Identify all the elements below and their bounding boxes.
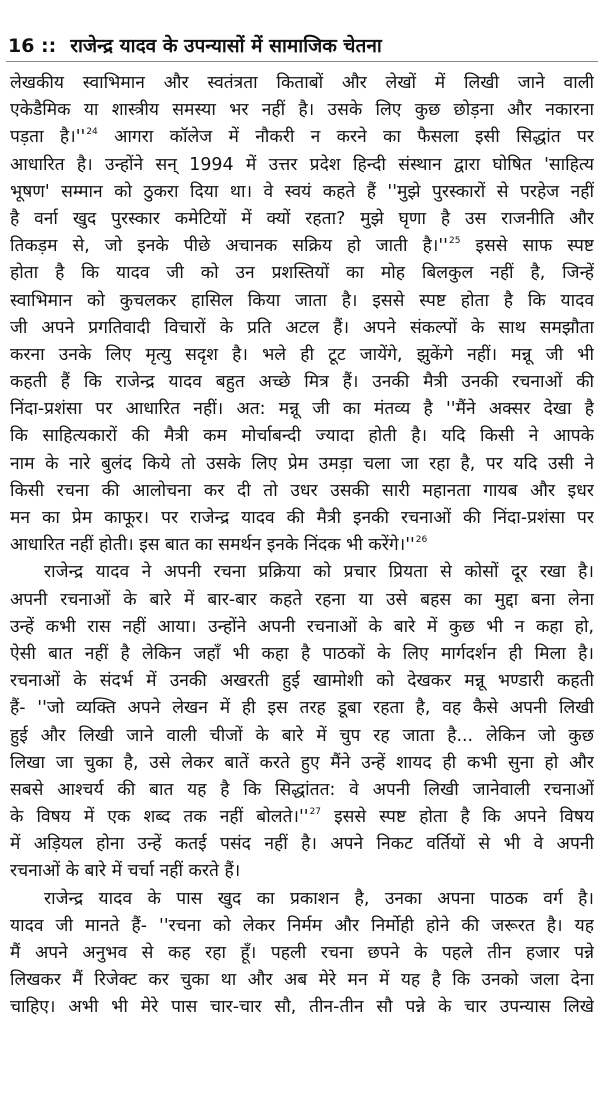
text-line-17: मन का प्रेम काफूर। पर राजेन्द्र यादव की मैत्री इनकी रचनाओं की निंदा-प्रशंसा पर [10, 508, 594, 528]
text-line-12: कहती हैं कि राजेन्द्र यादव बहुत अच्छे मित्र हैं। उनकी मैत्री उनकी रचनाओं की [10, 372, 594, 393]
line-28-start: के विषय में एक शब्द तक नहीं बोलते।'' [10, 807, 309, 828]
line-3-rest: आगरा कॉलेज में नौकरी न करने का फैसला इसी सिद्धांत पर [114, 127, 594, 148]
text-line-16: किसी रचना की आलोचना कर दी तो उधर उसकी सारी महानता गायब और इधर [10, 480, 594, 501]
header-divider [6, 61, 598, 62]
line-7-start: तिकड़म से, जो इनके पीछे अचानक सक्रिय हो जाती है।'' [10, 236, 448, 257]
line-7-rest: इससे साफ स्पष्ट [475, 236, 594, 257]
line-3-start: पड़ता है।'' [10, 127, 86, 148]
page-header [8, 28, 598, 58]
body-text [10, 70, 594, 1022]
text-line-9: स्वाभिमान को कुचलकर हासिल किया जाता है। इससे स्पष्ट होता है कि यादव [10, 290, 594, 311]
footnote-ref-24: 24 [86, 127, 98, 138]
text-line-14: कि साहित्यकारों की मैत्री कम मोर्चाबन्दी ज्यादा होती है। यदि किसी ने आपके [10, 426, 594, 447]
text-line-20: अपनी रचनाओं के बारे में बार-बार कहते रहना या उसे बहस का मुद्दा बना लेना [10, 589, 594, 610]
text-line-10: जी अपने प्रगतिवादी विचारों के प्रति अटल हैं। अपने संकल्पों के साथ समझौता [10, 317, 594, 338]
text-line-30: रचनाओं के बारे में चर्चा नहीं करते हैं। [10, 861, 241, 882]
text-line-29: में अड़ियल होना उन्हें कतई पसंद नहीं है। अपने निकट वर्तियों से भी वे अपनी [10, 834, 594, 855]
text-line-6: है वर्ना खुद पुरस्कार कमेटियों में क्यों रहता? मुझे घृणा है उस राजनीति और [10, 208, 594, 229]
text-line-35: चाहिए। अभी भी मेरे पास चार-चार सौ, तीन-तीन सौ पन्ने के चार उपन्यास लिखे [10, 997, 594, 1018]
footnote-ref-25: 25 [448, 236, 461, 247]
text-line-5: भूषण' सम्मान को ठुकरा दिया था। वे स्वयं कहते हैं ''मुझे पुरस्कारों से परहेज नहीं [10, 181, 594, 202]
text-line-1: लेखकीय स्वाभिमान और स्वतंत्रता किताबों और लेखों में लिखी जाने वाली [10, 73, 594, 93]
footnote-ref-26: 26 [415, 535, 428, 546]
text-line-31: राजेन्द्र यादव के पास खुद का प्रकाशन है, उनका अपना पाठक वर्ग है। [44, 888, 594, 909]
text-line-23: रचनाओं के संदर्भ में उनकी अखरती हुई खामोशी को देखकर मन्नू भण्डारी कहती [10, 671, 594, 692]
footnote-ref-27: 27 [309, 807, 322, 818]
text-line-13: निंदा-प्रशंसा पर आधारित नहीं। अत: मन्नू जी का मंतव्य है ''मैंने अक्सर देखा है [10, 399, 594, 420]
text-line-7 [10, 233, 594, 260]
line-28-rest: इससे स्पष्ट होता है कि अपने विषय [334, 807, 594, 828]
text-line-32: यादव जी मानते हैं- ''रचना को लेकर निर्मम और निर्मोही होने की जरूरत है। यह [10, 915, 594, 936]
text-line-28 [10, 804, 594, 831]
line-18-text: आधारित नहीं होती। इस बात का समर्थन इनके निंदक भी करेंगे।'' [10, 535, 415, 556]
text-line-3 [10, 124, 594, 151]
text-line-21: उन्हें कभी रास नहीं आया। उन्होंने अपनी रचनाओं के बारे में कुछ भी न कहा हो, [10, 616, 594, 637]
text-line-26: लिखा जा चुका है, उसे लेकर बातें करते हुए मैंने उन्हें शायद ही कभी सुना हो और [10, 752, 594, 773]
text-line-24: हैं- ''जो व्यक्ति अपने लेखन में ही इस तरह डूबा रहता है, वह कैसे अपनी लिखी [10, 698, 594, 719]
text-line-34: लिखकर मैं रिजेक्ट कर चुका था और अब मेरे मन में यह है कि उनको जला देना [10, 970, 594, 991]
text-line-22: ऐसी बात नहीं है लेकिन जहाँ भी कहा है पाठकों के लिए मार्गदर्शन ही मिला है। [10, 643, 594, 664]
running-title: राजेन्द्र यादव के उपन्यासों में सामाजिक चेतना [70, 35, 382, 57]
text-line-25: हुई और लिखी जाने वाली चीजों के बारे में चुप रह जाता है... लेकिन जो कुछ [10, 725, 594, 746]
text-line-2: एकेडैमिक या शास्त्रीय समस्या भर नहीं है। उसके लिए कुछ छोड़ना और नकारना [10, 100, 594, 121]
text-line-27: सबसे आश्चर्य की बात यह है कि सिद्धांतत: वे अपनी लिखी जानेवाली रचनाओं [10, 779, 594, 800]
text-line-11: करना उनके लिए मृत्यु सदृश है। भले ही टूट जायेंगे, झुकेंगे नहीं। मन्नू जी भी [10, 344, 594, 365]
text-line-15: नाम के नारे बुलंद किये तो उसके लिए प्रेम उमड़ा चला जा रहा है, पर यदि उसी ने [10, 453, 594, 474]
page-number: 16 :: [8, 35, 57, 57]
text-line-33: मैं अपने अनुभव से कह रहा हूँ। पहली रचना छपने के पहले तीन हजार पन्ने [10, 943, 594, 963]
text-line-8: होता है कि यादव जी को उन प्रशस्तियों का मोह बिलकुल नहीं है, जिन्हें [10, 263, 594, 284]
text-line-18 [10, 532, 594, 559]
text-line-19: राजेन्द्र यादव ने अपनी रचना प्रक्रिया को प्रचार प्रियता से कोसों दूर रखा है। [44, 562, 594, 583]
text-line-4: आधारित है। उन्होंने सन् 1994 में उत्तर प्रदेश हिन्दी संस्थान द्वारा घोषित 'साहित्य [10, 154, 594, 175]
